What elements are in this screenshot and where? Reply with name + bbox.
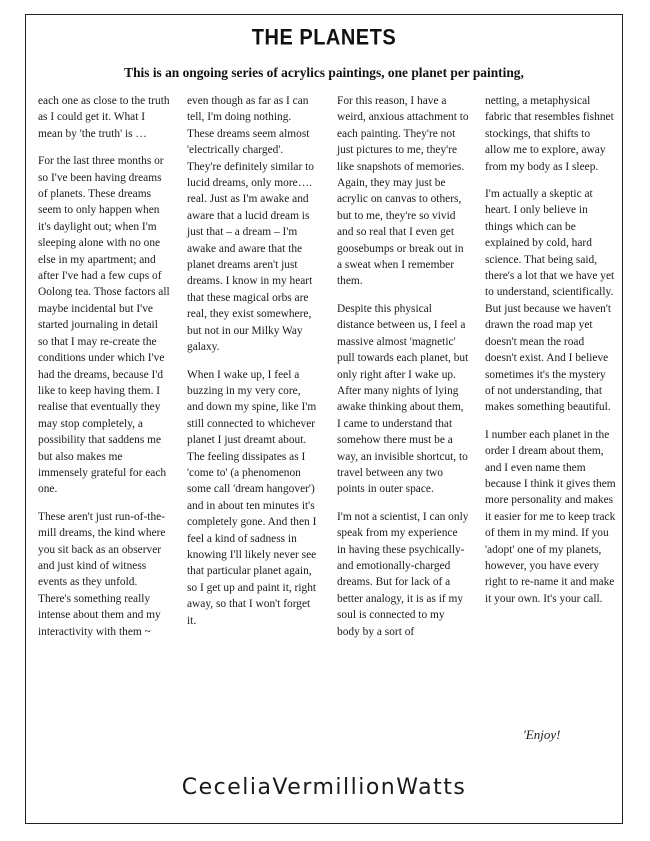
paragraph: I'm actually a skeptic at heart. I only believe in things which can be explained by cold, hard science. That being said, there's a lot that we have yet to understand, scientifically. But just because we haven't drawn the road map yet doesn't mean the road doesn't exist. And I believe sometimes it's the mystery of not understanding, that makes something beautiful. xyxy=(485,188,615,414)
paragraph: Despite this physical distance between us, I feel a massive almost 'magnetic' pull towards each planet, but only right after I wake up. After many nights of lying awake thinking about them, I came to understand that somehow there must be a way, an invisible shortcut, to travel between any two points in outer space. xyxy=(337,302,469,496)
page-title: THE PLANETS xyxy=(251,25,397,51)
paragraph: I number each planet in the order I dream about them, and I even name them because I think it gives them more personality and makes it easier for me to keep track of them in my mind. If you 'adopt' one of my planets, however, you have every right to re-name it and make it your own. It's your call. xyxy=(485,428,616,605)
document-page xyxy=(25,14,623,824)
paragraph: For this reason, I have a weird, anxious attachment to each painting. They're not just pictures to me, they're like snapshots of memories. Again, they may just be acrylic on canvas to others, but to me, they're so vivid and so real that I even get goosebumps or break out in a sweat when I remember them. xyxy=(337,95,469,288)
paragraph: each one as close to the truth as I could get it. What I mean by 'the truth' is … xyxy=(38,95,170,140)
text-column-2 xyxy=(187,93,319,640)
paragraph: These aren't just run-of-the-mill dreams, the kind where you sit back as an observer and just kind of witness events as they unfold. There's something really intense about them and my interactivity with them ~ xyxy=(38,510,166,638)
text-column-3 xyxy=(337,93,469,651)
paragraph: For the last three months or so I've been having dreams of planets. These dreams seem to only happen when it's daylight out; when I'm sleeping alone with no one else in my apartment; and after I've had a few cups of Oolong tea. Those factors all maybe incidental but I've started journaling in detail so that I may re-create the conditions under which I've had the dreams, because I'd like to keep having them. I realise that eventually they may stop completely, a possibility that saddens me but also makes me immensely grateful for each one. xyxy=(38,155,170,496)
text-column-4 xyxy=(485,93,617,618)
paragraph: netting, a metaphysical fabric that resembles fishnet stockings, that shifts to allow me to explore, away from my body as I sleep. xyxy=(485,95,614,173)
artist-signature: CeceliaVermillionWatts xyxy=(181,775,467,800)
page-subtitle: This is an ongoing series of acrylics paintings, one planet per painting, xyxy=(124,65,524,80)
text-column-1 xyxy=(38,93,170,651)
paragraph: I'm not a scientist, I can only speak from my experience in having these psychically- and emotionally-charged dreams. But for lack of a better analogy, it is as if my soul is connected to my body by a sort of xyxy=(337,510,469,638)
paragraph: even though as far as I can tell, I'm doing nothing. These dreams seem almost 'electrically charged'. They're definitely similar to lucid dreams, only more…. real. Just as I'm awake and aware that a lucid dream is just that – a dream – I'm awake and aware that the planet dreams aren't just dreams. I know in my heart that these magical orbs are real, they exist somewhere, but not in our Milky Way galaxy. xyxy=(187,95,314,354)
paragraph: When I wake up, I feel a buzzing in my very core, and down my spine, like I'm still connected to whichever planet I just dreamt about. The feeling dissipates as I 'come to' (a phenomenon some call 'dream hangover') and in about ten minutes it's completely gone. And then I feel a kind of sadness in knowing I'll likely never see that particular planet again, so I get up and paint it, right away, so that I won't forget it. xyxy=(187,368,317,627)
closing-note: 'Enjoy! xyxy=(523,727,561,742)
